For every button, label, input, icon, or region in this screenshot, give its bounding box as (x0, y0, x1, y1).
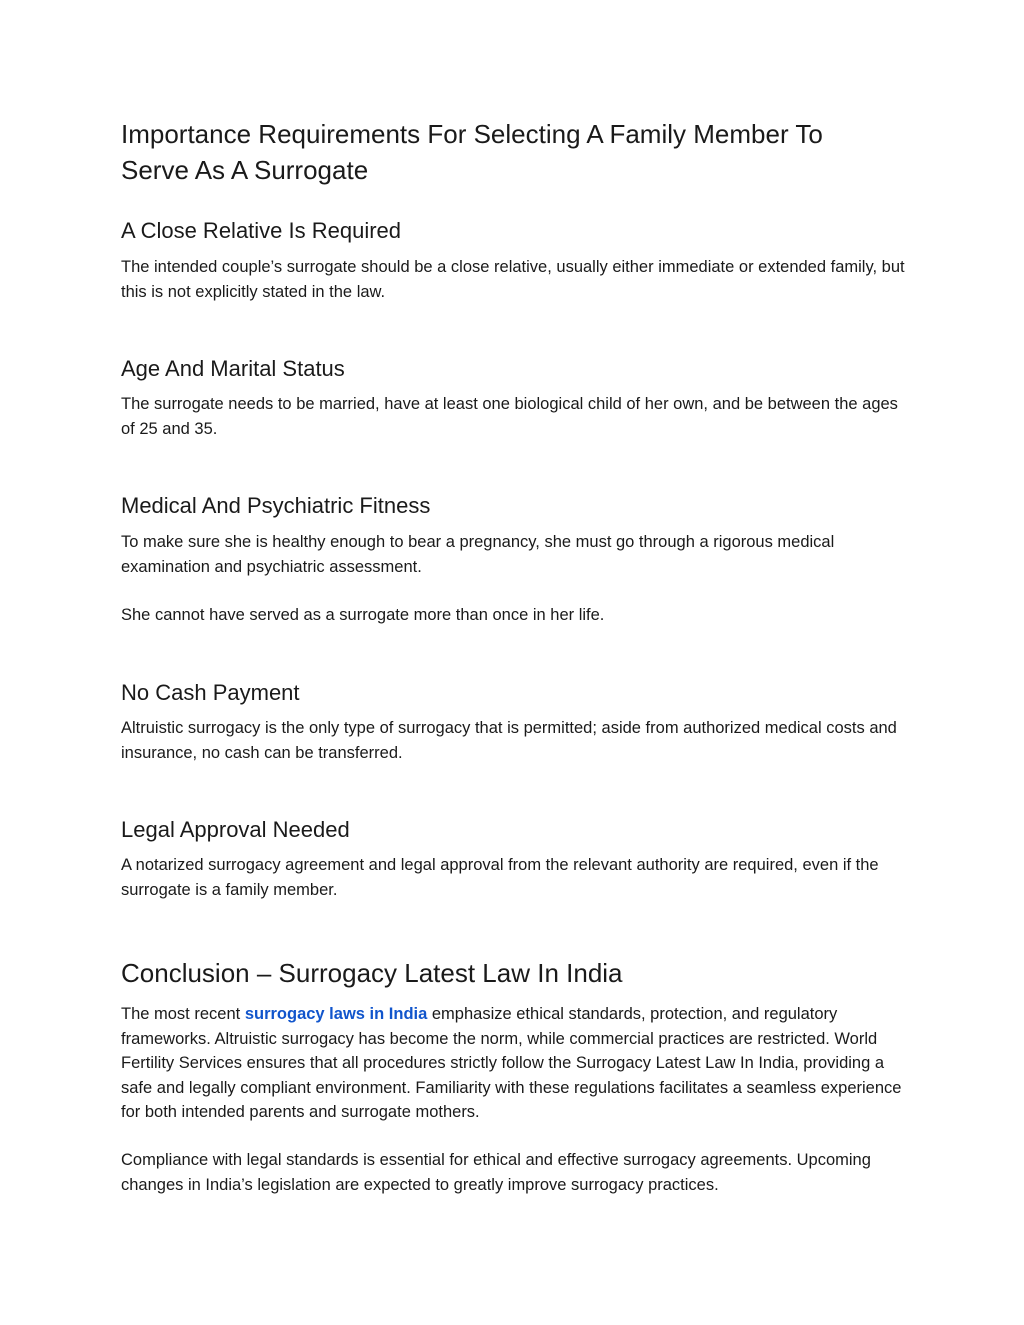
section-paragraph-close-relative: The intended couple’s surrogate should be a close relative, usually either immediate or extended family, but this is not explicitly stated in the law. (121, 258, 905, 301)
document-title: Importance Requirements For Selecting A Family Member To Serve As A Surrogate (121, 119, 823, 185)
conclusion-paragraph-2: Compliance with legal standards is essential for ethical and effective surrogacy agreements. Upcoming changes in India’s legislation are expected to greatly improve surrogacy practices. (121, 1151, 871, 1194)
section-paragraph-medical-fitness: To make sure she is healthy enough to bear a pregnancy, she must go through a rigorous medical examination and psychiatric assessment. (121, 533, 835, 576)
section-heading-legal-approval: Legal Approval Needed (121, 817, 350, 842)
section-paragraph-surrogate-once: She cannot have served as a surrogate more than once in her life. (121, 606, 605, 624)
section-paragraph-age-marital: The surrogate needs to be married, have at least one biological child of her own, and be between the ages of 25 and 35. (121, 395, 898, 438)
conclusion-text-before-link: The most recent (121, 1005, 245, 1023)
section-paragraph-legal-approval: A notarized surrogacy agreement and legal approval from the relevant authority are required, even if the surrogate is a family member. (121, 856, 879, 899)
section-heading-medical-fitness: Medical And Psychiatric Fitness (121, 493, 431, 518)
section-heading-no-cash: No Cash Payment (121, 680, 300, 705)
section-heading-age-marital: Age And Marital Status (121, 356, 345, 381)
surrogacy-laws-link[interactable]: surrogacy laws in India (244, 1005, 428, 1023)
conclusion-heading: Conclusion – Surrogacy Latest Law In India (121, 958, 623, 988)
conclusion-text-after-link: emphasize ethical standards, protection, and regulatory frameworks. Altruistic surrogacy has become the norm, while commercial practices are restricted. World Fertility Services ensures that all procedures strictly follow the Surrogacy Latest Law In India, providing a safe and legally compliant environment. Familiarity with these regulations facilitates a seamless experience for both intended parents and surrogate mothers. (121, 1005, 902, 1121)
conclusion-paragraph-1 (121, 1002, 911, 1125)
section-heading-close-relative: A Close Relative Is Required (121, 218, 402, 243)
section-paragraph-no-cash: Altruistic surrogacy is the only type of surrogacy that is permitted; aside from authorized medical costs and insurance, no cash can be transferred. (121, 719, 897, 762)
